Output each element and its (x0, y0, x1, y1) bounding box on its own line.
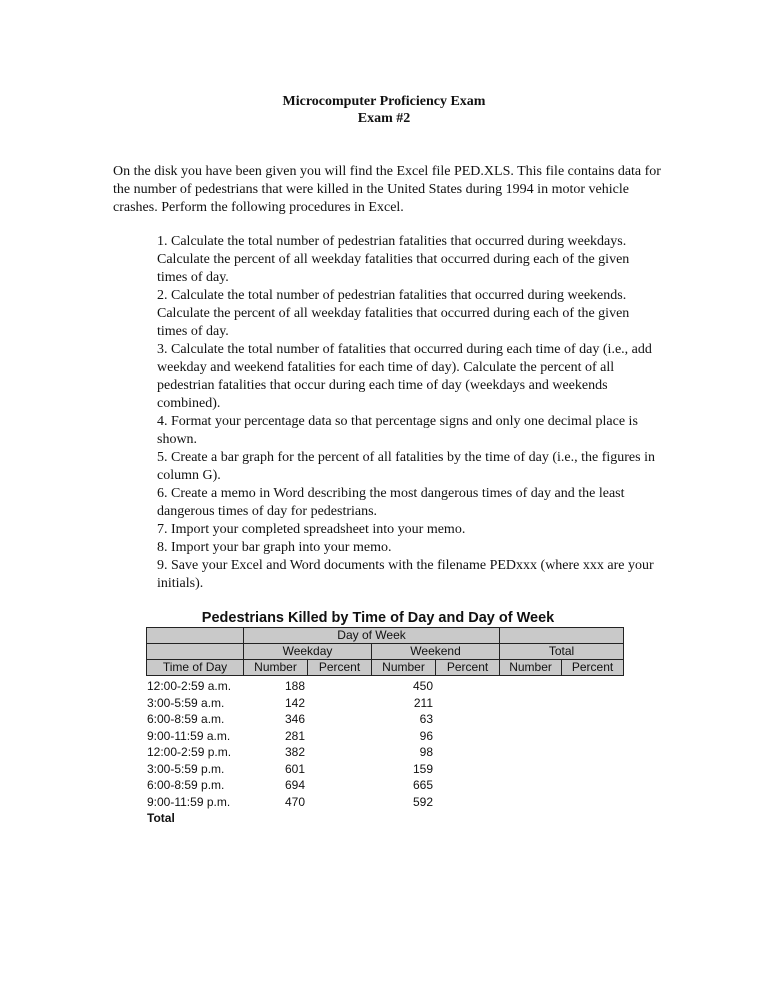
number-header: Number (244, 660, 308, 676)
table-row (146, 728, 623, 745)
step-item: 2. Calculate the total number of pedestrian fatalities that occurred during weekends. Calculate the percent of all weekday fatalities that occurred during each of the given times of day. (157, 288, 630, 339)
pedestrian-table (146, 610, 626, 827)
header-blank-cell (500, 628, 624, 644)
time-cell: 12:00-2:59 a.m. (147, 679, 232, 693)
weekend-number-cell: 159 (412, 761, 433, 776)
time-cell: 9:00-11:59 p.m. (147, 794, 231, 809)
weekday-number-cell: 601 (284, 761, 305, 776)
table-row (146, 678, 623, 695)
table-row (146, 695, 623, 712)
step-item: 7. Import your completed spreadsheet into your memo. (157, 522, 466, 537)
weekday-number-cell: 694 (284, 778, 305, 792)
time-cell: 3:00-5:59 a.m. (147, 695, 225, 710)
weekday-number-cell: 382 (284, 745, 305, 759)
exam-number: Exam #2 (357, 111, 411, 126)
step-item: 6. Create a memo in Word describing the most dangerous times of day and the least dangerous times of day for pedestrians. (157, 486, 625, 519)
time-of-day-header: Time of Day (147, 660, 244, 676)
weekend-number-cell: 665 (412, 778, 433, 792)
total-row (146, 810, 623, 827)
weekday-number-cell: 281 (284, 728, 305, 743)
table-title: Pedestrians Killed by Time of Day and Day of Week (201, 610, 555, 626)
step-item: 5. Create a bar graph for the percent of all fatalities by the time of day (i.e., the figures in column G). (157, 450, 655, 483)
table-row (146, 761, 623, 778)
total-row-label: Total (147, 811, 175, 825)
weekend-header: Weekend (372, 644, 500, 660)
exam-title: Microcomputer Proficiency Exam (282, 94, 486, 109)
weekend-number-cell: 96 (419, 728, 433, 743)
step-item: 4. Format your percentage data so that percentage signs and only one decimal place is shown. (157, 414, 638, 447)
weekday-number-cell: 346 (284, 712, 305, 726)
page-title (0, 93, 768, 127)
table-body (146, 678, 623, 827)
number-header: Number (372, 660, 436, 676)
total-header: Total (500, 644, 624, 660)
time-cell: 6:00-8:59 p.m. (147, 778, 225, 792)
weekend-number-cell: 98 (419, 745, 433, 759)
step-item: 9. Save your Excel and Word documents with the filename PEDxxx (where xxx are your initials). (157, 558, 654, 591)
time-cell: 9:00-11:59 a.m. (147, 728, 231, 743)
table-header (146, 627, 624, 676)
number-header: Number (500, 660, 562, 676)
table-row (146, 777, 623, 794)
intro-paragraph: On the disk you have been given you will find the Excel file PED.XLS. This file contains data for the number of pedestrians that were killed in the United States during 1994 in motor vehicle crashes. Perform the following procedures in Excel. (113, 164, 661, 215)
percent-header: Percent (308, 660, 372, 676)
time-cell: 3:00-5:59 p.m. (147, 761, 225, 776)
time-cell: 12:00-2:59 p.m. (147, 745, 232, 759)
weekday-number-cell: 470 (284, 794, 305, 809)
time-cell: 6:00-8:59 a.m. (147, 712, 225, 726)
weekday-number-cell: 142 (284, 695, 305, 710)
weekend-number-cell: 592 (412, 794, 433, 809)
weekend-number-cell: 211 (413, 695, 433, 710)
table-row (146, 794, 623, 811)
weekday-header: Weekday (244, 644, 372, 660)
step-item: 1. Calculate the total number of pedestrian fatalities that occurred during weekdays. Calculate the percent of all weekday fatalities that occurred during each of the given times of day. (157, 234, 630, 285)
weekday-number-cell: 188 (284, 679, 305, 693)
percent-header: Percent (562, 660, 624, 676)
table-row (146, 744, 623, 761)
header-blank-cell (147, 644, 244, 660)
day-of-week-header: Day of Week (244, 628, 500, 644)
weekend-number-cell: 63 (419, 712, 433, 726)
step-item: 3. Calculate the total number of fatalities that occurred during each time of day (i.e., add weekday and weekend fatalities for each time of day). Calculate the percent of all pedestrian fatalities that occur during each time of day (weekdays and weekends combined). (157, 342, 652, 411)
table-row (146, 711, 623, 728)
step-list (157, 233, 657, 593)
step-item: 8. Import your bar graph into your memo. (157, 540, 392, 555)
header-blank-cell (147, 628, 244, 644)
percent-header: Percent (436, 660, 500, 676)
weekend-number-cell: 450 (412, 679, 433, 693)
